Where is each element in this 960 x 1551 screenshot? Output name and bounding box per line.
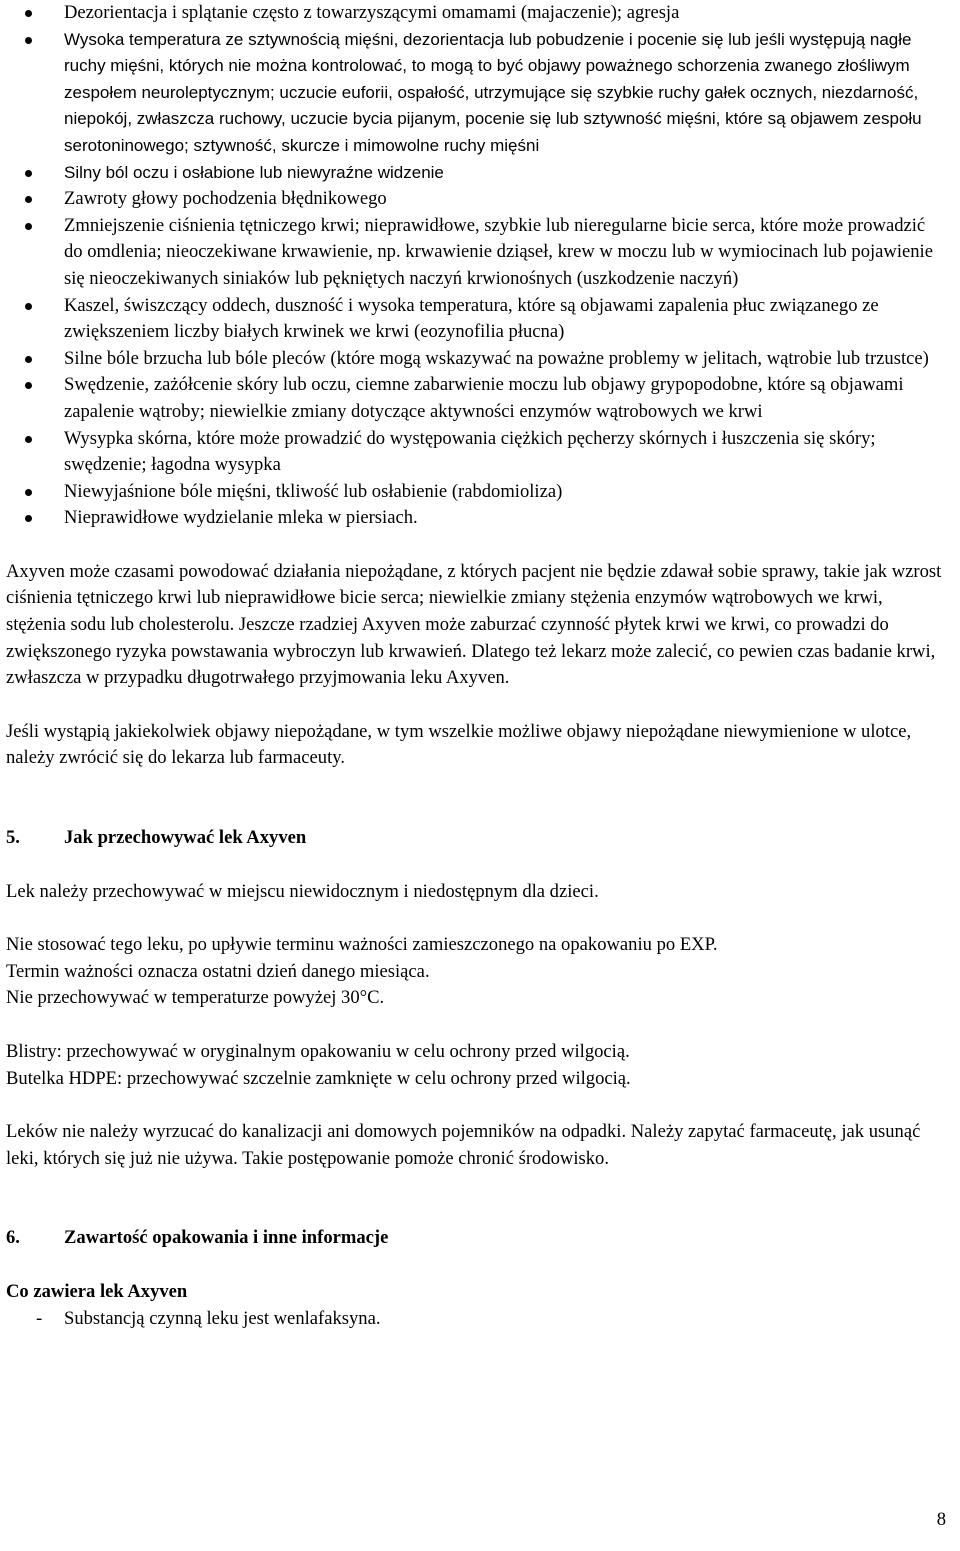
section-title: Jak przechowywać lek Axyven [64, 827, 307, 849]
bullet-icon [25, 10, 32, 17]
subheading-contents: Co zawiera lek Axyven [6, 1280, 188, 1302]
list-item: Zawroty głowy pochodzenia błędnikowego [6, 186, 946, 213]
storage-paragraph-packaging [6, 1039, 946, 1092]
list-item: Nieprawidłowe wydzielanie mleka w piersiach. [6, 505, 946, 532]
document-page [6, 0, 946, 1332]
list-item: Wysypka skórna, które może prowadzić do występowania ciężkich pęcherzy skórnych i łuszczenia się skóry; swędzenie; łagodna wysypka [6, 426, 946, 479]
list-item: Silne bóle brzucha lub bóle pleców (które mogą wskazywać na poważne problemy w jelitach, wątrobie lub trzustce) [6, 346, 946, 373]
storage-paragraph-children: Lek należy przechowywać w miejscu niewidocznym i niedostępnym dla dzieci. [6, 880, 599, 902]
paragraph-report-effects: Jeśli wystąpią jakiekolwiek objawy niepożądane, w tym wszelkie możliwe objawy niepożądane niewymienione w ulotce, należy zwrócić się do lekarza lub farmaceuty. [6, 720, 912, 769]
list-item: - Substancją czynną leku jest wenlafaksyna. [6, 1306, 946, 1333]
list-item: Swędzenie, zażółcenie skóry lub oczu, ciemne zabarwienie moczu lub objawy grypopodobne, które są objawami zapalenie wątroby; niewielkie zmiany dotyczące aktywności enzymów wątrobowych we krwi [6, 372, 946, 425]
section-title: Zawartość opakowania i inne informacje [64, 1227, 389, 1249]
bullet-icon [25, 223, 32, 230]
list-item: Kaszel, świszczący oddech, duszność i wysoka temperatura, które są objawami zapalenia płuc związanego ze zwiększeniem liczby białych krwinek we krwi (eozynofilia płucna) [6, 293, 946, 346]
bullet-icon [25, 356, 32, 363]
text-line: Blistry: przechowywać w oryginalnym opakowaniu w celu ochrony przed wilgocią. [6, 1041, 630, 1062]
list-item: Zmniejszenie ciśnienia tętniczego krwi; nieprawidłowe, szybkie lub nieregularne bicie serca, które może prowadzić do omdlenia; nieoczekiwane krwawienie, np. krwawienie dziąseł, krew w moczu lub w wymiocinach lub pojawienie się nieoczekiwanych siniaków lub pękniętych naczyń krwionośnych (uszkodzenie naczyń) [6, 213, 946, 293]
section-6-heading [6, 1225, 946, 1252]
section-number: 5. [6, 827, 20, 849]
page-number: 8 [936, 1509, 946, 1530]
disposal-paragraph: Leków nie należy wyrzucać do kanalizacji ani domowych pojemników na odpadki. Należy zapytać farmaceutę, jak usunąć leki, których się już nie używa. Takie postępowanie pomoże chronić środowisko. [6, 1121, 921, 1169]
list-item: Niewyjaśnione bóle mięśni, tkliwość lub osłabienie (rabdomioliza) [6, 479, 946, 506]
bullet-icon [25, 489, 32, 496]
dash-marker: - [36, 1307, 43, 1329]
list-item: Dezorientacja i splątanie często z towarzyszącymi omamami (majaczenie); agresja [6, 0, 946, 27]
section-5-heading [6, 825, 946, 852]
bullet-icon [25, 303, 32, 310]
section-number: 6. [6, 1227, 20, 1249]
storage-paragraph-expiry [6, 932, 946, 1012]
list-item: Wysoka temperatura ze sztywnością mięśni, dezorientacja lub pobudzenie i pocenie się lub jeśli występują nagłe ruchy mięśni, których nie można kontrolować, to mogą to być objawy poważnego schorzenia zwanego złośliwym zespołem neuroleptycznym; uczucie euforii, ospałość, utrzymujące się szybkie ruchy gałek ocznych, niezdarność, niepokój, zwłaszcza ruchowy, uczucie bycia pijanym, pocenie się lub sztywność mięśni, które są objawem zespołu serotoninowego; sztywność, skurcze i mimowolne ruchy mięśni [6, 27, 946, 160]
bullet-icon [25, 196, 32, 203]
text-line: Nie stosować tego leku, po upływie terminu ważności zamieszczonego na opakowaniu po EXP. [6, 934, 718, 956]
bullet-icon [25, 170, 32, 177]
bullet-icon [25, 436, 32, 443]
list-item: Silny ból oczu i osłabione lub niewyraźne widzenie [6, 160, 946, 187]
text-line: Butelka HDPE: przechowywać szczelnie zamknięte w celu ochrony przed wilgocią. [6, 1067, 631, 1089]
text-line: Nie przechowywać w temperaturze powyżej 30°C. [6, 987, 385, 1009]
bullet-icon [25, 382, 32, 389]
side-effects-list [6, 0, 946, 532]
text-line: Termin ważności oznacza ostatni dzień danego miesiąca. [6, 960, 430, 982]
bullet-icon [25, 37, 32, 44]
paragraph-rare-effects: Axyven może czasami powodować działania niepożądane, z których pacjent nie będzie zdawał sobie sprawy, takie jak wzrost ciśnienia tętniczego krwi lub nieprawidłowe bicie serca; niewielkie zmiany stężenia enzymów wątrobowych we krwi, stężenia sodu lub cholesterolu. Jeszcze rzadziej Axyven może zaburzać czynność płytek krwi we krwi, co prowadzi do zwiększonego ryzyka powstawania wybroczyn lub krwawień. Dlatego też lekarz może zalecić, co pewien czas badanie krwi, zwłaszcza w przypadku długotrwałego przyjmowania leku Axyven. [6, 560, 942, 689]
bullet-icon [25, 515, 32, 522]
